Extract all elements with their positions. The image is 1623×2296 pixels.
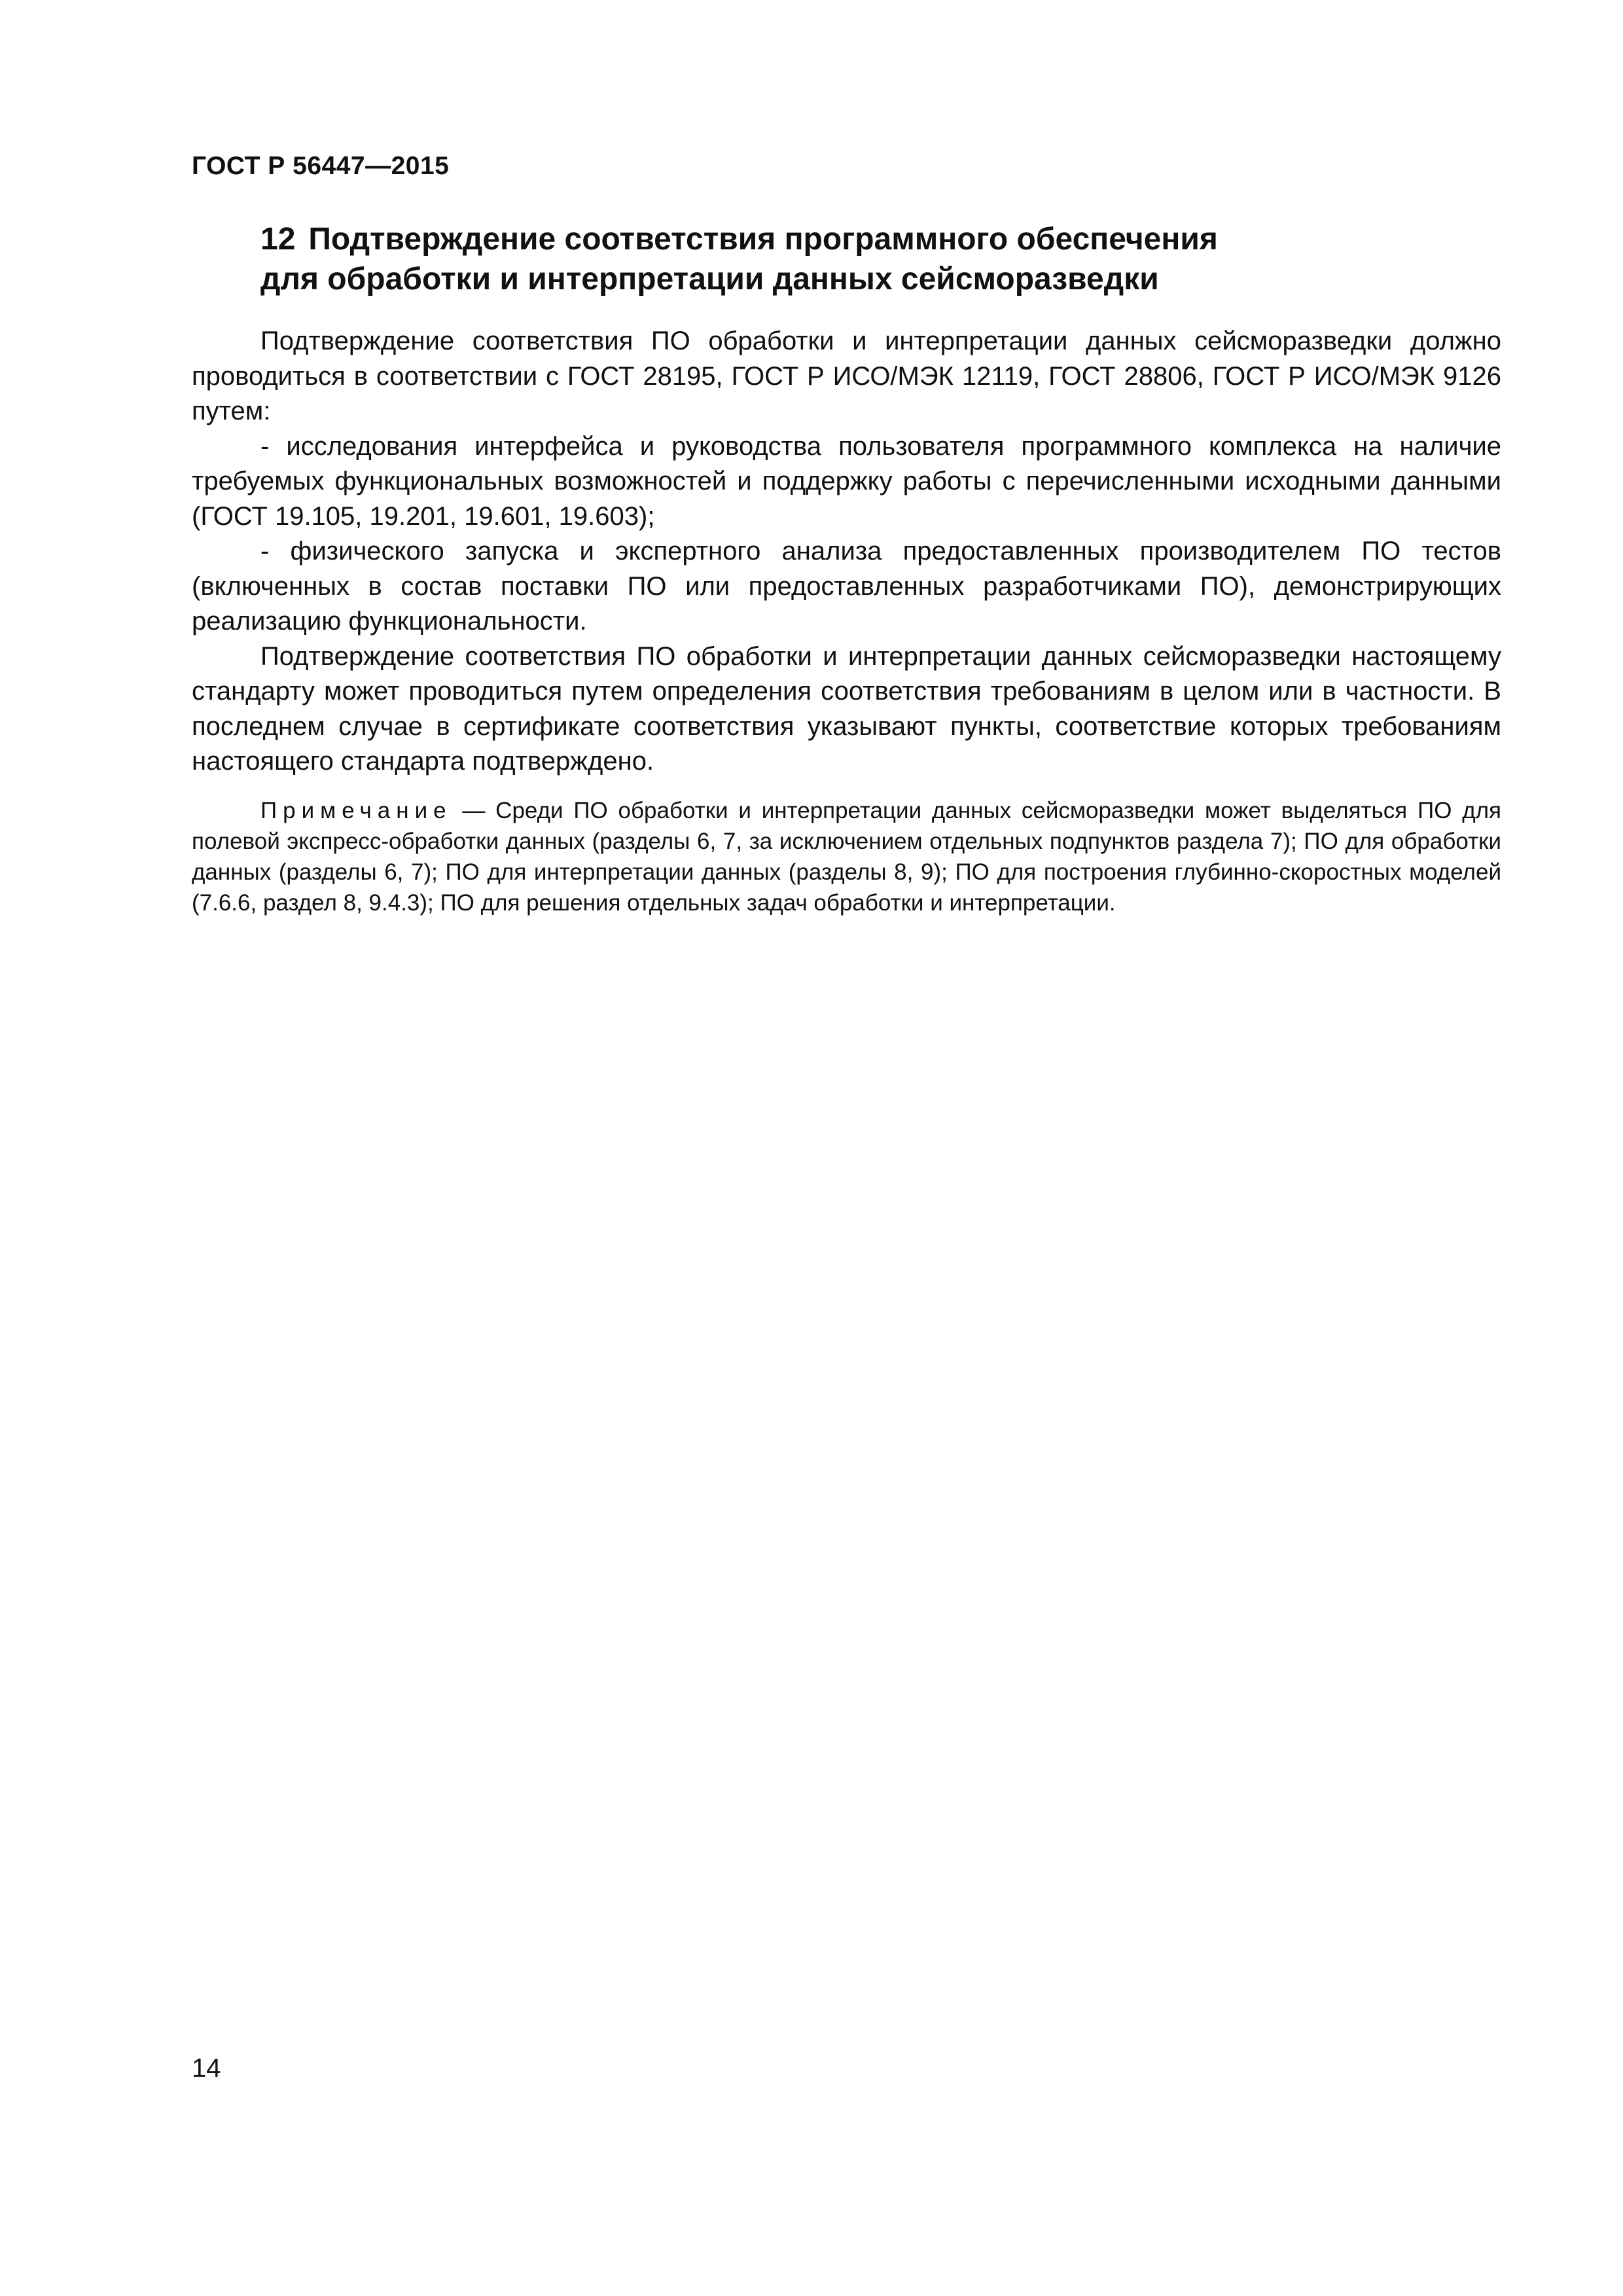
note-text: — Среди ПО обработки и интерпретации данных сейсморазведки может выделяться ПО для полевой экспресс-обработки данных (разделы 6, 7, за исключением отдельных подпунктов раздела 7); ПО для обработки данных (разделы 6, 7); ПО для интерпретации данных (разделы 8, 9); ПО для построения глубинно-скоростных моделей (7.6.6, раздел 8, 9.4.3); ПО для решения отдельных задач обработки и интерпретации. xyxy=(192,797,1501,916)
section-title-line-1: Подтверждение соответствия программного обеспечения xyxy=(308,222,1218,257)
section-number: 12 xyxy=(260,222,296,257)
list-item-physical-launch: - физического запуска и экспертного анализа предоставленных производителем ПО тестов (включенных в состав поставки ПО или предоставленных разработчиками ПО), демонстрирующих реализацию функциональности. xyxy=(192,537,1501,636)
document-header: ГОСТ Р 56447—2015 xyxy=(192,152,450,180)
note-label: Примечание xyxy=(260,797,452,823)
paragraph-conformity: Подтверждение соответствия ПО обработки и интерпретации данных сейсморазведки настоящему стандарту может проводиться путем определения соответствия требованиям в целом или в частности. В последнем случае в сертификате соответствия указывают пункты, соответствие которых требованиям настоящего стандарта подтверждено. xyxy=(192,641,1501,776)
section-title-line-2: для обработки и интерпретации данных сейсморазведки xyxy=(260,262,1159,296)
paragraph-intro: Подтверждение соответствия ПО обработки и интерпретации данных сейсморазведки должно проводиться в соответствии с ГОСТ 28195, ГОСТ Р ИСО/МЭК 12119, ГОСТ 28806, ГОСТ Р ИСО/МЭК 9126 путем: xyxy=(192,327,1501,425)
page-number: 14 xyxy=(192,2054,221,2083)
section-12 xyxy=(192,219,1501,918)
section-title xyxy=(260,219,1501,299)
list-item-interface-study: - исследования интерфейса и руководства пользователя программного комплекса на наличие требуемых функциональных возможностей и поддержку работы с перечисленными исходными данными (ГОСТ 19.105, 19.201, 19.601, 19.603); xyxy=(192,431,1501,531)
note xyxy=(192,795,1501,918)
